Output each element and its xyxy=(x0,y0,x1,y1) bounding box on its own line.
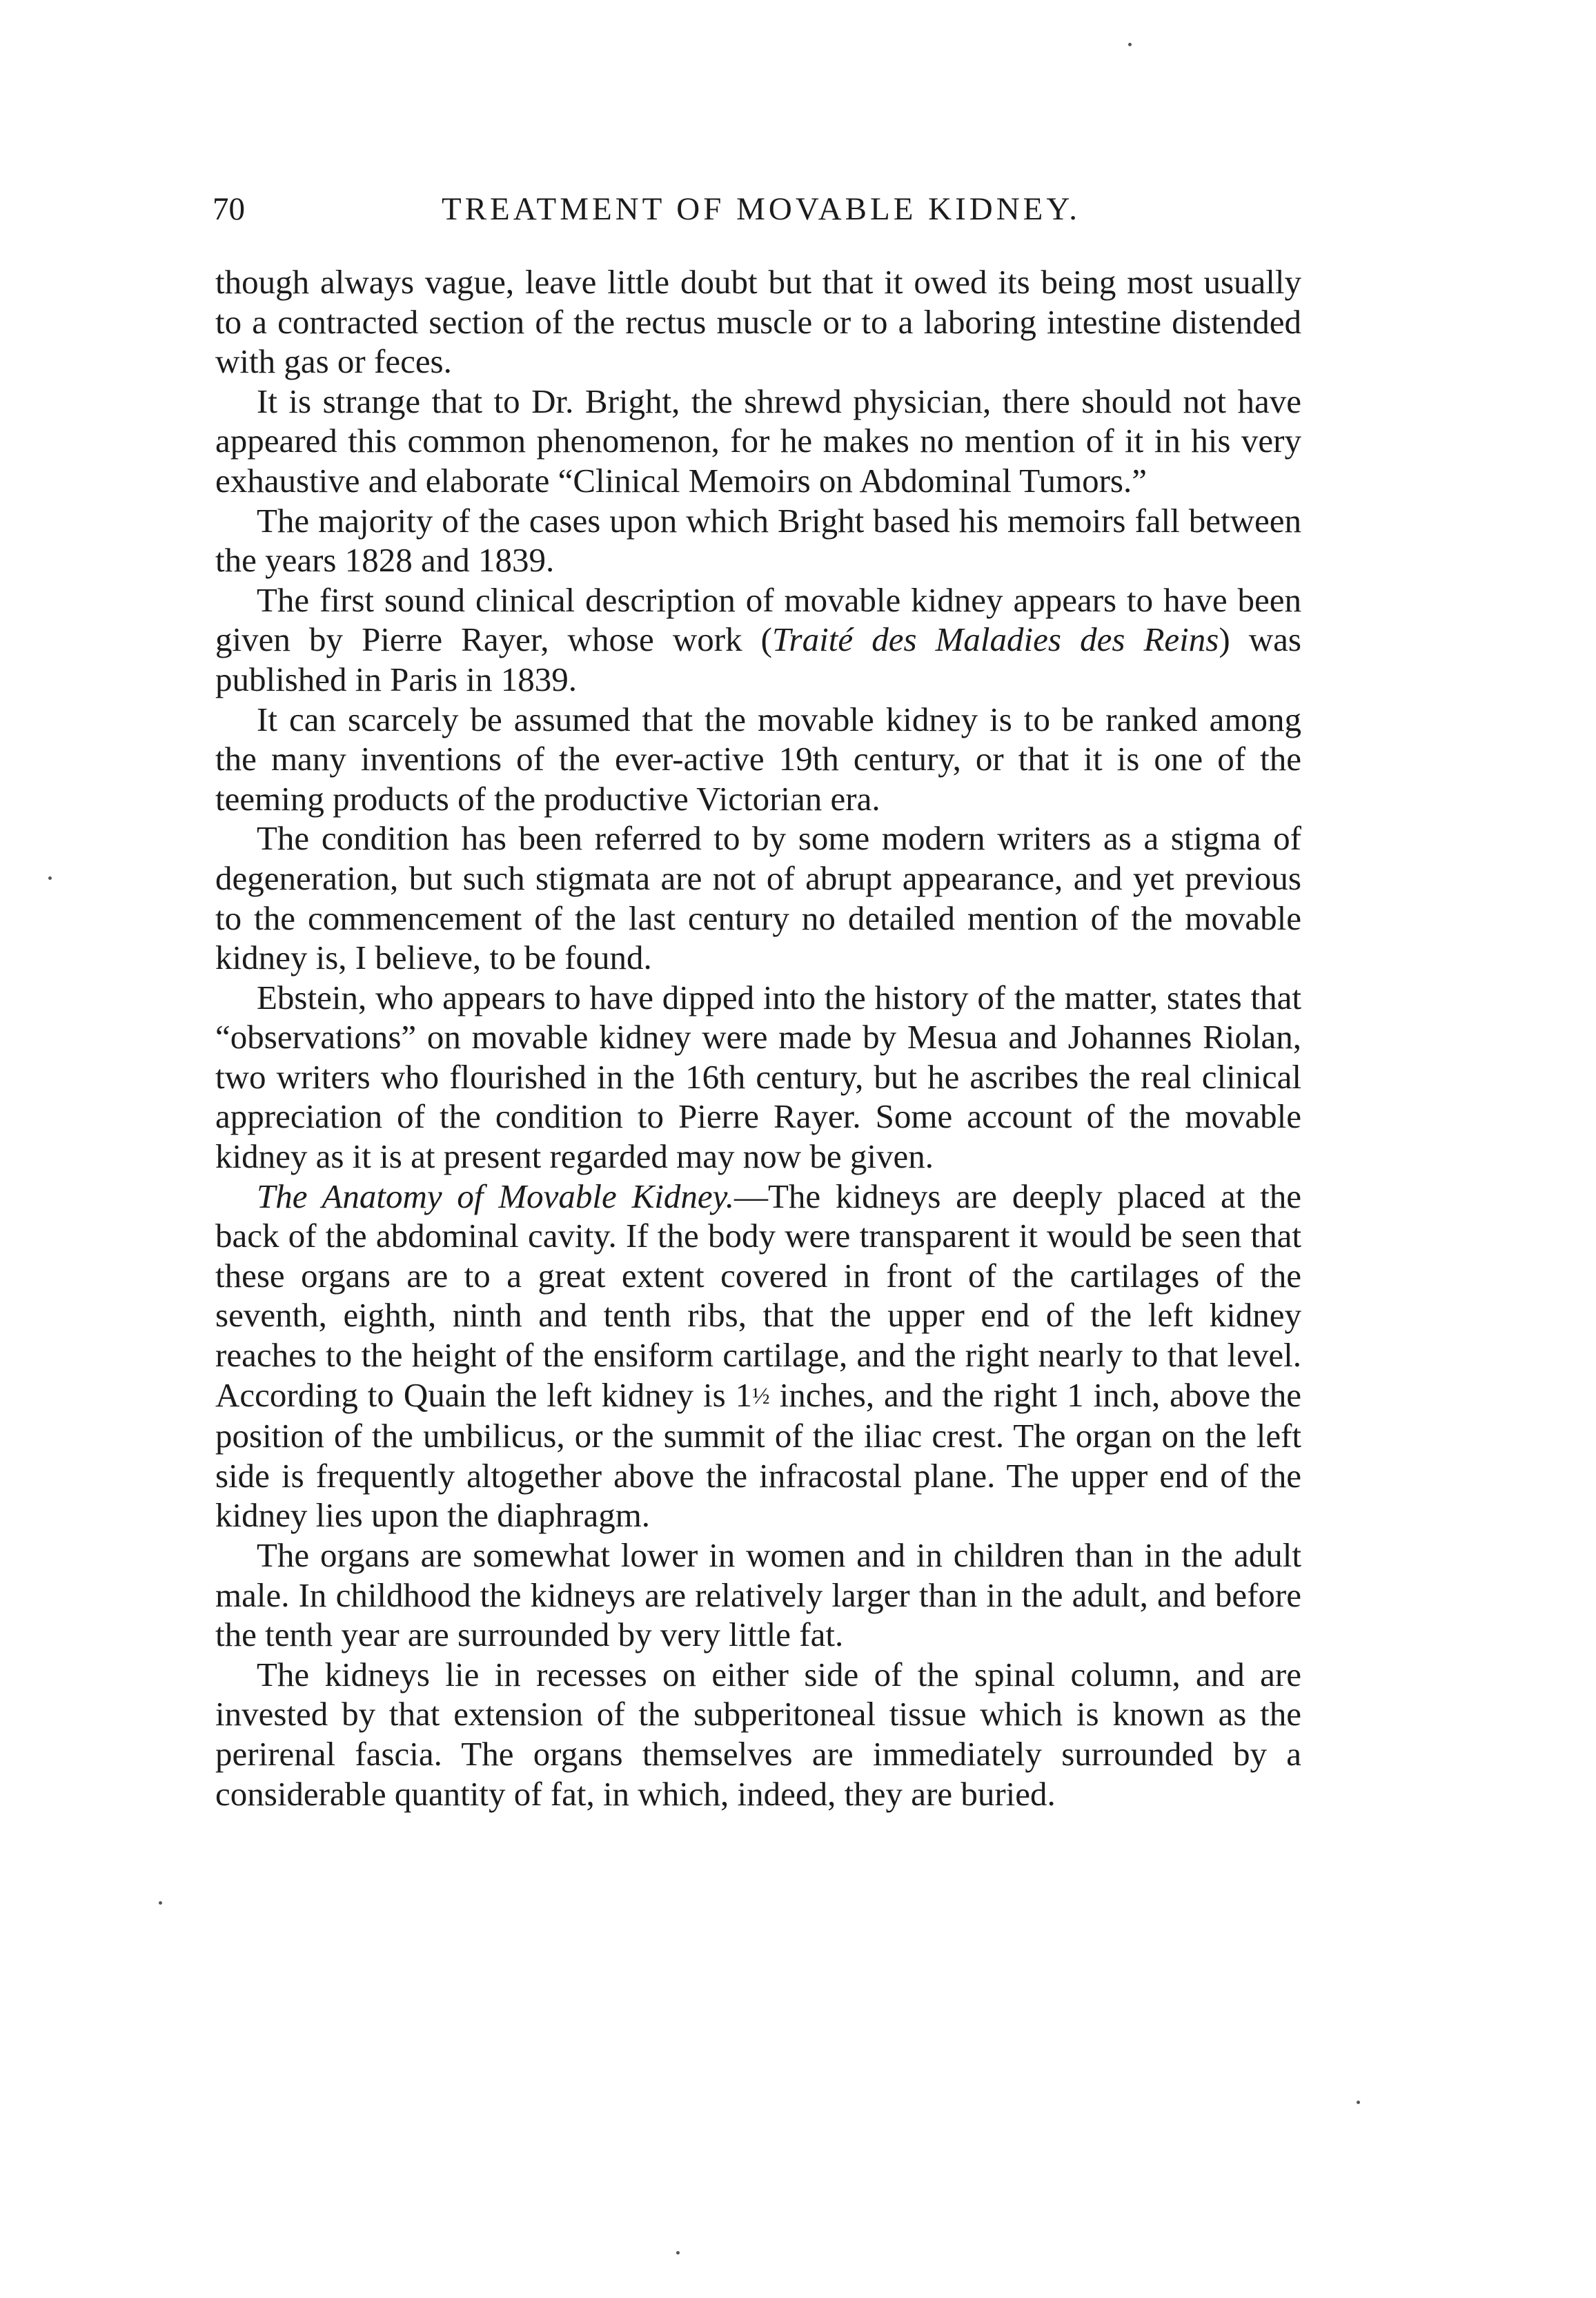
paragraph-4-text-after: ) was published in Paris in 1839. xyxy=(215,620,1301,698)
running-head: TREATMENT OF MOVABLE KIDNEY. xyxy=(442,191,1081,227)
page-header xyxy=(213,185,1268,233)
scan-speck xyxy=(1128,43,1132,46)
page-number: 70 xyxy=(213,191,245,227)
body-text xyxy=(215,262,1301,1814)
paragraph-9: The organs are somewhat lower in women and in children than in the adult male. In childhood the kidneys are relatively larger than in the adult, and before the tenth year are surrounded by very little fat. xyxy=(215,1536,1301,1654)
book-title-italic: Traité des Maladies des Reins xyxy=(772,620,1219,659)
paragraph-6: The condition has been referred to by some modern writers as a stigma of degeneration, but such stigmata are not of abrupt appearance, and yet previous to the commencement of the last century no detailed mention of the movable kidney is, I believe, to be found. xyxy=(215,819,1301,977)
paragraph-3: The majority of the cases upon which Bright based his memoirs fall between the years 1828 and 1839. xyxy=(215,501,1301,580)
paragraph-4 xyxy=(215,580,1301,700)
paragraph-5: It can scarcely be assumed that the movable kidney is to be ranked among the many inventions of the ever-active 19th century, or that it is one of the teeming products of the productive Victorian era. xyxy=(215,700,1301,818)
paragraph-1: though always vague, leave little doubt but that it owed its being most usually to a contracted section of the rectus muscle or to a laboring intestine distended with gas or feces. xyxy=(215,263,1301,381)
paragraph-4-text-before: The first sound clinical description of movable kidney appears to have been given by Pierre Rayer, whose work ( xyxy=(215,580,1301,659)
scan-speck xyxy=(1357,2101,1360,2104)
paragraph-8-text-after: inches, and the right 1 inch, above the position of the umbilicus, or the summit of the iliac crest. The organ on the left side is frequently altogether above the infracostal plane. The upper end of the kidney lies upon the diaphragm. xyxy=(215,1375,1301,1535)
scan-speck xyxy=(159,1901,162,1905)
scan-speck xyxy=(48,876,52,880)
paragraph-10: The kidneys lie in recesses on either side of the spinal column, and are invested by that extension of the subperitoneal tissue which is known as the perirenal fascia. The organs themselves are immediately surrounded by a considerable quantity of fat, in which, indeed, they are buried. xyxy=(215,1655,1301,1813)
fraction-half: ½ xyxy=(752,1383,770,1409)
paragraph-2: It is strange that to Dr. Bright, the shrewd physician, there should not have appeared this common phenomenon, for he makes no mention of it in his very exhaustive and elaborate “Clinical Memoirs on Abdominal Tumors.” xyxy=(215,382,1301,500)
scan-speck xyxy=(676,2251,680,2255)
section-heading-italic: The Anatomy of Movable Kidney. xyxy=(257,1177,734,1215)
paragraph-7: Ebstein, who appears to have dipped into the history of the matter, states that “observations” on movable kidney were made by Mesua and Johannes Riolan, two writers who flourished in the 16th century, but he ascribes the real clinical appreciation of the condition to Pierre Rayer. Some account of the movable kidney as it is at present regarded may now be given. xyxy=(215,978,1301,1176)
paragraph-8-text-before: —The kidneys are deeply placed at the back of the abdominal cavity. If the body were transparent it would be seen that these organs are to a great extent covered in front of the cartilages of the seventh, eighth, ninth and tenth ribs, that the upper end of the left kidney reaches to the height of the ensiform cartilage, and the right nearly to that level. According to Quain the left kidney is 1 xyxy=(215,1177,1301,1414)
paragraph-8 xyxy=(215,1177,1301,1535)
